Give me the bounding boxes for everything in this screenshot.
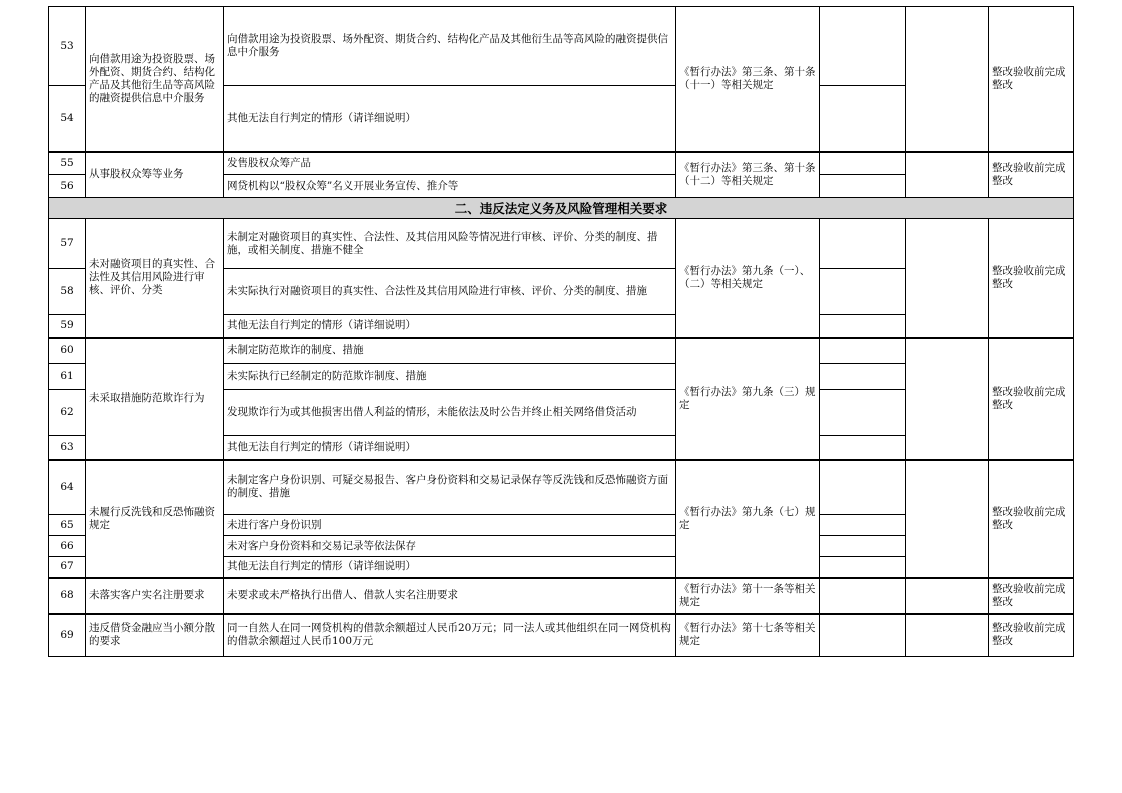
row-number: 54 bbox=[49, 86, 86, 152]
section-header bbox=[49, 198, 1074, 219]
blank-cell bbox=[820, 338, 906, 364]
blank-cell bbox=[906, 152, 989, 198]
violation-category: 未采取措施防范欺诈行为 bbox=[86, 338, 224, 460]
blank-cell bbox=[906, 219, 989, 338]
row-number: 53 bbox=[49, 7, 86, 86]
violation-category: 从事股权众筹等业务 bbox=[86, 152, 224, 198]
row-number: 58 bbox=[49, 269, 86, 315]
blank-cell bbox=[820, 219, 906, 269]
blank-cell bbox=[820, 436, 906, 460]
rectification-deadline: 整改验收前完成整改 bbox=[989, 338, 1074, 460]
blank-cell bbox=[906, 460, 989, 578]
blank-cell bbox=[820, 557, 906, 578]
legal-basis: 《暂行办法》第三条、第十条（十二）等相关规定 bbox=[676, 152, 820, 198]
row-number: 55 bbox=[49, 152, 86, 175]
blank-cell bbox=[820, 578, 906, 614]
section-title: 二、违反法定义务及风险管理相关要求 bbox=[49, 198, 1074, 219]
row-number: 60 bbox=[49, 338, 86, 364]
violation-category: 未对融资项目的真实性、合法性及其信用风险进行审核、评价、分类 bbox=[86, 219, 224, 338]
blank-cell bbox=[906, 614, 989, 657]
blank-cell bbox=[906, 338, 989, 460]
violation-category: 向借款用途为投资股票、场外配资、期货合约、结构化产品及其他衍生品等高风险的融资提供信息中介服务 bbox=[86, 7, 224, 152]
violation-item: 未实际执行对融资项目的真实性、合法性及其信用风险进行审核、评价、分类的制度、措施 bbox=[224, 269, 676, 315]
violation-item: 其他无法自行判定的情形（请详细说明） bbox=[224, 315, 676, 338]
row-number: 64 bbox=[49, 460, 86, 515]
violation-item: 未进行客户身份识别 bbox=[224, 515, 676, 536]
legal-basis: 《暂行办法》第九条（一）、（二）等相关规定 bbox=[676, 219, 820, 338]
legal-basis: 《暂行办法》第九条（三）规定 bbox=[676, 338, 820, 460]
violation-item: 未制定对融资项目的真实性、合法性、及其信用风险等情况进行审核、评价、分类的制度、措施，或相关制度、措施不健全 bbox=[224, 219, 676, 269]
table-row bbox=[49, 219, 1074, 269]
blank-cell bbox=[820, 7, 906, 86]
row-number: 62 bbox=[49, 390, 86, 436]
legal-basis: 《暂行办法》第九条（七）规定 bbox=[676, 460, 820, 578]
table-row bbox=[49, 460, 1074, 515]
legal-basis: 《暂行办法》第十一条等相关规定 bbox=[676, 578, 820, 614]
blank-cell bbox=[820, 614, 906, 657]
blank-cell bbox=[820, 460, 906, 515]
legal-basis: 《暂行办法》第三条、第十条（十一）等相关规定 bbox=[676, 7, 820, 152]
rectification-table bbox=[48, 6, 1074, 657]
rectification-deadline: 整改验收前完成整改 bbox=[989, 152, 1074, 198]
violation-item: 其他无法自行判定的情形（请详细说明） bbox=[224, 557, 676, 578]
violation-item: 未对客户身份资料和交易记录等依法保存 bbox=[224, 536, 676, 557]
violation-item: 未要求或未严格执行出借人、借款人实名注册要求 bbox=[224, 578, 676, 614]
rectification-deadline: 整改验收前完成整改 bbox=[989, 7, 1074, 152]
row-number: 68 bbox=[49, 578, 86, 614]
rectification-deadline: 整改验收前完成整改 bbox=[989, 460, 1074, 578]
blank-cell bbox=[820, 269, 906, 315]
table-row bbox=[49, 338, 1074, 364]
blank-cell bbox=[820, 364, 906, 390]
violation-item: 同一自然人在同一网贷机构的借款余额超过人民币20万元；同一法人或其他组织在同一网贷机构的借款余额超过人民币100万元 bbox=[224, 614, 676, 657]
rectification-deadline: 整改验收前完成整改 bbox=[989, 614, 1074, 657]
row-number: 65 bbox=[49, 515, 86, 536]
blank-cell bbox=[820, 175, 906, 198]
table-row bbox=[49, 152, 1074, 175]
violation-item: 发现欺诈行为或其他损害出借人利益的情形，未能依法及时公告并终止相关网络借贷活动 bbox=[224, 390, 676, 436]
violation-item: 其他无法自行判定的情形（请详细说明） bbox=[224, 436, 676, 460]
table-row bbox=[49, 578, 1074, 614]
table-row bbox=[49, 7, 1074, 86]
blank-cell bbox=[820, 86, 906, 152]
row-number: 66 bbox=[49, 536, 86, 557]
violation-item: 向借款用途为投资股票、场外配资、期货合约、结构化产品及其他衍生品等高风险的融资提供信息中介服务 bbox=[224, 7, 676, 86]
violation-item: 发售股权众筹产品 bbox=[224, 152, 676, 175]
row-number: 56 bbox=[49, 175, 86, 198]
blank-cell bbox=[906, 7, 989, 152]
row-number: 63 bbox=[49, 436, 86, 460]
blank-cell bbox=[820, 390, 906, 436]
row-number: 69 bbox=[49, 614, 86, 657]
legal-basis: 《暂行办法》第十七条等相关规定 bbox=[676, 614, 820, 657]
violation-item: 未制定防范欺诈的制度、措施 bbox=[224, 338, 676, 364]
blank-cell bbox=[906, 578, 989, 614]
violation-category: 未落实客户实名注册要求 bbox=[86, 578, 224, 614]
violation-item: 未实际执行已经制定的防范欺诈制度、措施 bbox=[224, 364, 676, 390]
row-number: 57 bbox=[49, 219, 86, 269]
rectification-deadline: 整改验收前完成整改 bbox=[989, 578, 1074, 614]
violation-item: 网贷机构以“股权众筹”名义开展业务宣传、推介等 bbox=[224, 175, 676, 198]
blank-cell bbox=[820, 315, 906, 338]
row-number: 61 bbox=[49, 364, 86, 390]
row-number: 59 bbox=[49, 315, 86, 338]
table-row bbox=[49, 614, 1074, 657]
violation-item: 未制定客户身份识别、可疑交易报告、客户身份资料和交易记录保存等反洗钱和反恐怖融资方面的制度、措施 bbox=[224, 460, 676, 515]
blank-cell bbox=[820, 536, 906, 557]
blank-cell bbox=[820, 515, 906, 536]
row-number: 67 bbox=[49, 557, 86, 578]
blank-cell bbox=[820, 152, 906, 175]
violation-category: 违反借贷金融应当小额分散的要求 bbox=[86, 614, 224, 657]
rectification-deadline: 整改验收前完成整改 bbox=[989, 219, 1074, 338]
violation-category: 未履行反洗钱和反恐怖融资规定 bbox=[86, 460, 224, 578]
violation-item: 其他无法自行判定的情形（请详细说明） bbox=[224, 86, 676, 152]
